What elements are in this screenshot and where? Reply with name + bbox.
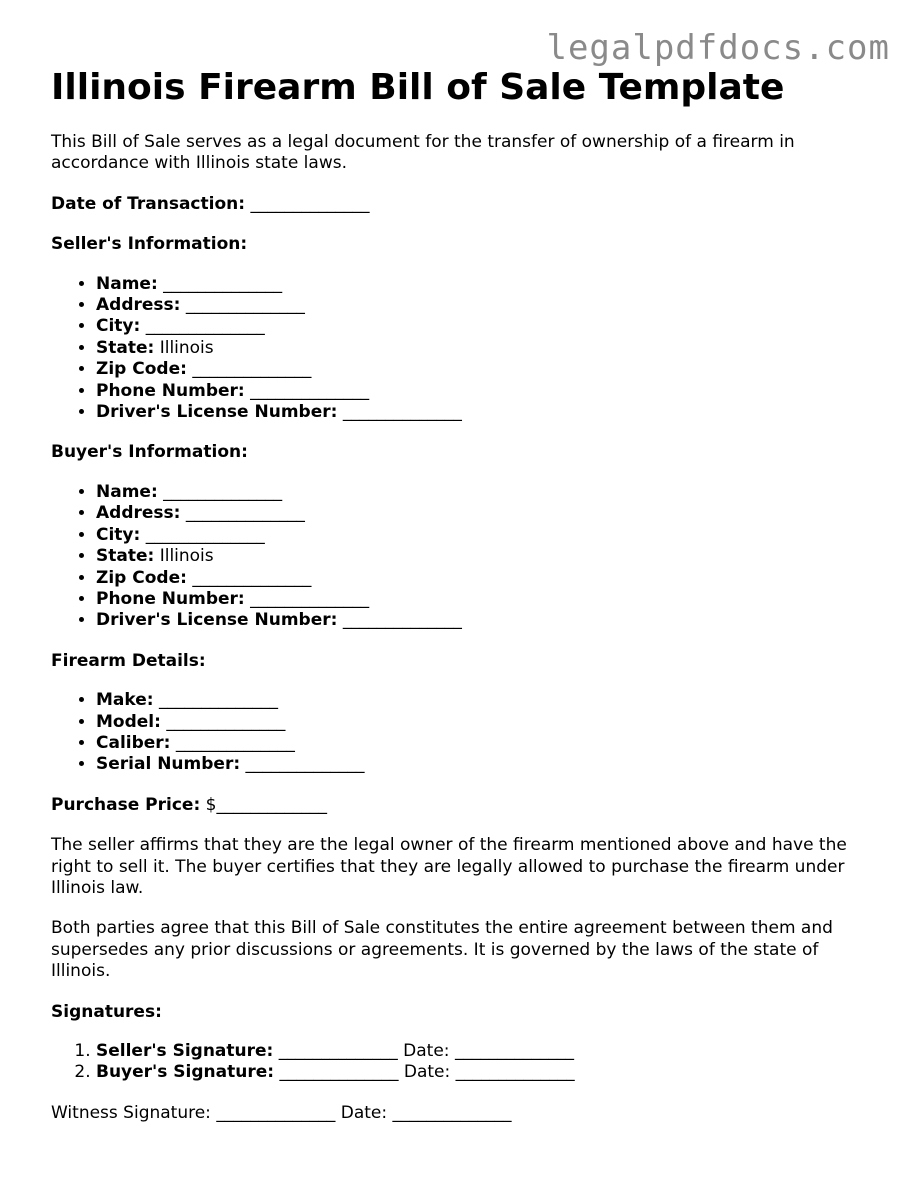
buyer-zip-field[interactable]: ______________ (192, 567, 312, 588)
seller-signature-label: Seller's Signature: (96, 1041, 274, 1061)
firearm-heading: Firearm Details: (51, 650, 206, 671)
list-item (96, 589, 881, 610)
list-item (96, 482, 881, 503)
buyer-license-field[interactable]: ______________ (342, 610, 462, 631)
field-label: Zip Code: (96, 359, 187, 380)
signatures-heading: Signatures: (51, 1001, 162, 1022)
witness-date-field[interactable]: ______________ (392, 1102, 512, 1123)
field-label: Model: (96, 711, 161, 732)
agreement-paragraph: Both parties agree that this Bill of Sale constitutes the entire agreement between them and supersedes any prior discussions or agreements. It is governed by the laws of the state of Illinois. (51, 918, 833, 982)
document-title: Illinois Firearm Bill of Sale Template (51, 67, 785, 108)
seller-date-label: Date: (403, 1041, 450, 1061)
list-item (96, 274, 881, 295)
field-label: Address: (96, 295, 181, 316)
firearm-caliber-field[interactable]: ______________ (175, 732, 295, 753)
buyer-name-field[interactable]: ______________ (163, 481, 283, 502)
buyer-date-field[interactable]: ______________ (455, 1062, 575, 1083)
seller-date-field[interactable]: ______________ (454, 1041, 574, 1061)
witness-signature (51, 1103, 881, 1124)
field-label: State: (96, 546, 155, 567)
buyer-state-value: Illinois (159, 546, 214, 567)
field-label: Serial Number: (96, 754, 241, 775)
field-label: State: (96, 337, 155, 358)
seller-zip-field[interactable]: ______________ (192, 359, 312, 380)
list-item (96, 503, 881, 524)
field-label: Driver's License Number: (96, 610, 338, 631)
seller-signature-field[interactable]: ______________ (278, 1041, 398, 1061)
date-of-transaction (51, 194, 881, 215)
list-item (96, 525, 881, 546)
purchase-price-field[interactable]: $_____________ (205, 794, 327, 815)
buyer-address-field[interactable]: ______________ (185, 503, 305, 524)
list-item (96, 754, 881, 775)
buyer-date-label: Date: (403, 1062, 451, 1083)
seller-phone-field[interactable]: ______________ (250, 380, 370, 401)
firearm-make-field[interactable]: ______________ (158, 690, 278, 711)
list-item (96, 733, 881, 754)
firearm-model-field[interactable]: ______________ (166, 711, 286, 732)
seller-address-field[interactable]: ______________ (185, 295, 305, 316)
buyer-heading: Buyer's Information: (51, 442, 248, 463)
firearm-fields (51, 690, 881, 776)
intro-paragraph: This Bill of Sale serves as a legal document for the transfer of ownership of a firearm in accordance with Illinois state laws. (51, 132, 795, 174)
field-label: Name: (96, 273, 158, 294)
list-item (96, 712, 881, 733)
field-label: Caliber: (96, 732, 171, 753)
witness-date-label: Date: (340, 1102, 388, 1123)
list-item (96, 1062, 881, 1083)
list-item (96, 338, 881, 359)
list-item (96, 381, 881, 402)
field-label: Phone Number: (96, 588, 245, 609)
seller-heading: Seller's Information: (51, 234, 248, 255)
document-body (51, 66, 881, 1124)
buyer-signature-label: Buyer's Signature: (96, 1062, 275, 1083)
list-item (96, 359, 881, 380)
seller-fields (51, 274, 881, 424)
seller-state-value: Illinois (159, 337, 214, 358)
list-item (96, 568, 881, 589)
list-item (96, 295, 881, 316)
watermark: legalpdfdocs.com (546, 28, 890, 68)
list-item (96, 690, 881, 711)
date-of-transaction-label: Date of Transaction: (51, 193, 246, 214)
buyer-fields (51, 482, 881, 632)
list-item (96, 1041, 881, 1062)
seller-city-field[interactable]: ______________ (145, 316, 265, 337)
field-label: City: (96, 524, 141, 545)
seller-name-field[interactable]: ______________ (163, 273, 283, 294)
field-label: Address: (96, 503, 181, 524)
field-label: Name: (96, 481, 158, 502)
witness-signature-field[interactable]: ______________ (216, 1102, 336, 1123)
buyer-signature-field[interactable]: ______________ (279, 1062, 399, 1083)
list-item (96, 402, 881, 423)
list-item (96, 546, 881, 567)
date-of-transaction-field[interactable]: ______________ (250, 193, 370, 214)
list-item (96, 316, 881, 337)
field-label: Zip Code: (96, 567, 187, 588)
affirmation-paragraph: The seller affirms that they are the legal owner of the firearm mentioned above and have the right to sell it. The buyer certifies that they are legally allowed to purchase the firearm under Illinois law. (51, 835, 847, 898)
purchase-price (51, 795, 881, 816)
buyer-phone-field[interactable]: ______________ (250, 588, 370, 609)
signatures-list (51, 1041, 881, 1084)
buyer-city-field[interactable]: ______________ (145, 524, 265, 545)
firearm-serial-field[interactable]: ______________ (245, 754, 365, 775)
list-item (96, 610, 881, 631)
field-label: City: (96, 316, 141, 337)
seller-license-field[interactable]: ______________ (342, 402, 462, 423)
field-label: Phone Number: (96, 380, 245, 401)
field-label: Make: (96, 690, 154, 711)
witness-signature-label: Witness Signature: (51, 1102, 211, 1123)
field-label: Driver's License Number: (96, 402, 338, 423)
purchase-price-label: Purchase Price: (51, 794, 201, 815)
